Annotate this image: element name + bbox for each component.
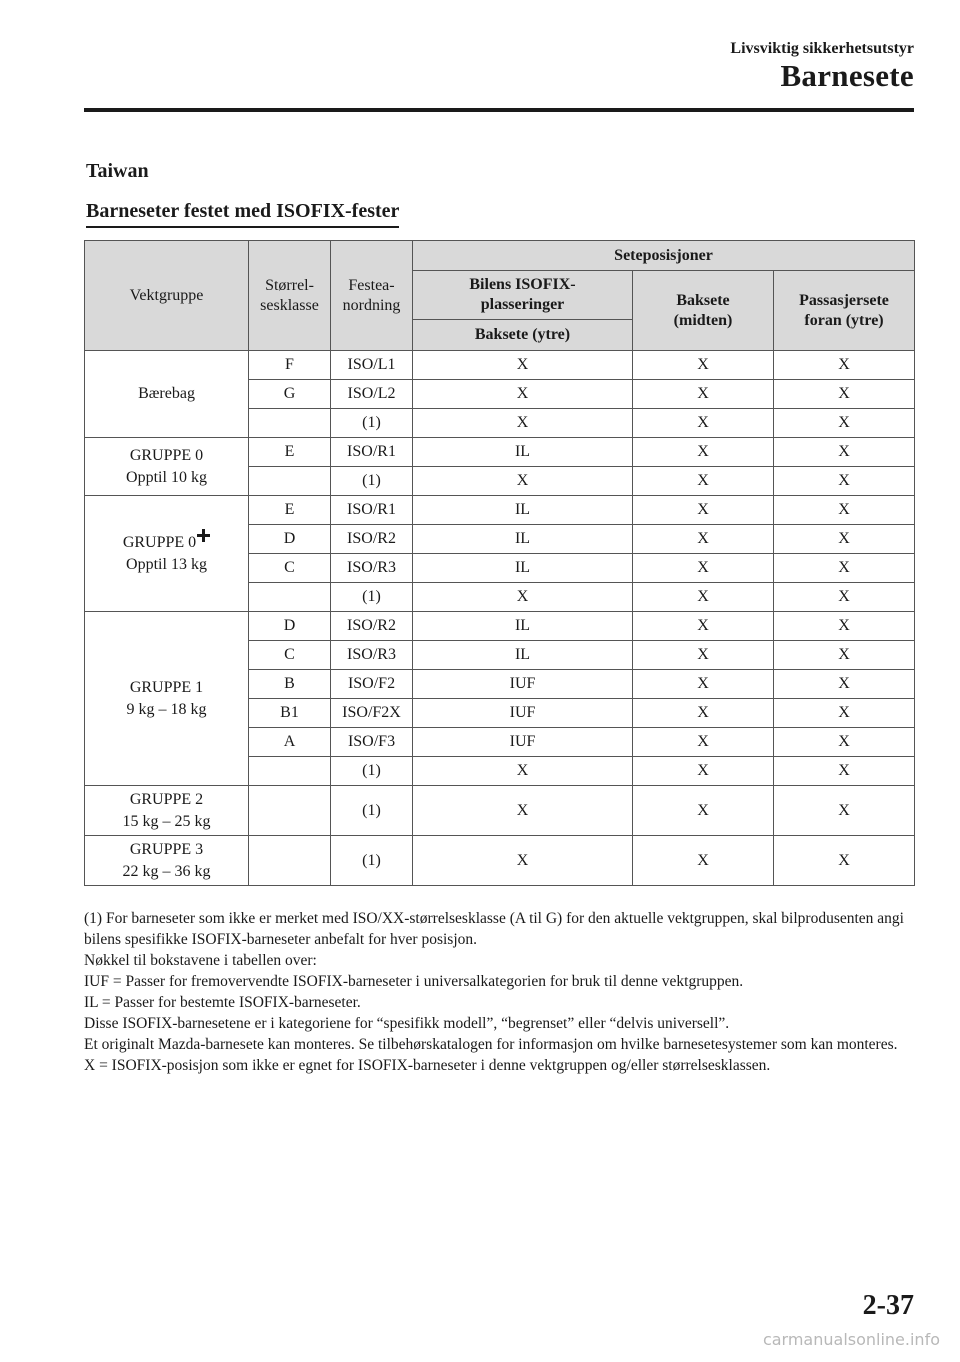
- table-cell: X: [774, 409, 915, 438]
- table-cell: X: [633, 583, 774, 612]
- footnote-line: Nøkkel til bokstavene i tabellen over:: [84, 952, 317, 969]
- table-cell: IL: [413, 612, 633, 641]
- table-cell: (1): [331, 786, 413, 836]
- col-rear-mid-header: Baksete (midten): [633, 271, 774, 351]
- table-cell: [249, 836, 331, 886]
- weight-group-label: GRUPPE 1: [129, 678, 204, 696]
- table-row: [85, 438, 915, 467]
- table-cell: B1: [249, 699, 331, 728]
- col-size-header: Størrel- sesklasse: [249, 241, 331, 351]
- table-cell: ISO/L1: [331, 351, 413, 380]
- table-cell: X: [774, 836, 915, 886]
- table-cell: X: [413, 583, 633, 612]
- weight-group-label: 9 kg – 18 kg: [126, 700, 207, 718]
- table-cell: X: [774, 351, 915, 380]
- weight-group-label: GRUPPE 0: [129, 446, 204, 464]
- col-passenger-header: Passasjersete foran (ytre): [774, 271, 915, 351]
- table-cell: ISO/R1: [331, 496, 413, 525]
- table-cell: X: [633, 757, 774, 786]
- table-cell: [249, 583, 331, 612]
- table-cell: X: [633, 380, 774, 409]
- table-cell: X: [774, 467, 915, 496]
- footnotes: [84, 908, 914, 1076]
- table-cell: IL: [413, 525, 633, 554]
- table-cell: IL: [413, 438, 633, 467]
- table-cell: X: [413, 409, 633, 438]
- table-cell: ISO/R3: [331, 641, 413, 670]
- footnote-line: X = ISOFIX-posisjon som ikke er egnet for ISOFIX-barneseter i denne vektgruppen og/eller størrelsesklassen.: [84, 1057, 771, 1074]
- weight-group-cell: [85, 438, 249, 496]
- table-cell: X: [774, 380, 915, 409]
- table-cell: X: [774, 699, 915, 728]
- table-cell: X: [413, 467, 633, 496]
- table-cell: C: [249, 641, 331, 670]
- table-cell: X: [774, 612, 915, 641]
- table-cell: ISO/R2: [331, 612, 413, 641]
- table-cell: IUF: [413, 670, 633, 699]
- table-header: [85, 241, 915, 351]
- table-cell: X: [774, 554, 915, 583]
- table-heading: Barneseter festet med ISOFIX-fester: [86, 200, 399, 228]
- table-cell: X: [633, 670, 774, 699]
- table-cell: ISO/F2: [331, 670, 413, 699]
- weight-group-label: Opptil 10 kg: [126, 468, 207, 486]
- table-cell: E: [249, 438, 331, 467]
- table-cell: [249, 467, 331, 496]
- table-cell: (1): [331, 757, 413, 786]
- isofix-table: [84, 240, 915, 886]
- footnote-line: IL = Passer for bestemte ISOFIX-barneseter.: [84, 994, 361, 1011]
- table-row: [85, 836, 915, 886]
- table-cell: X: [774, 757, 915, 786]
- col-weight-header: Vektgruppe: [85, 241, 249, 351]
- table-cell: D: [249, 525, 331, 554]
- table-cell: X: [413, 786, 633, 836]
- page-number: 2-37: [862, 1290, 914, 1321]
- table-cell: F: [249, 351, 331, 380]
- weight-group-label: 15 kg – 25 kg: [122, 812, 211, 830]
- footnote-line: IUF = Passer for fremovervendte ISOFIX-barneseter i universalkategorien for bruk til denne vektgruppen.: [84, 973, 744, 990]
- table-cell: X: [774, 438, 915, 467]
- table-cell: [249, 409, 331, 438]
- table-cell: X: [633, 525, 774, 554]
- section-title: Livsviktig sikkerhetsutstyr: [730, 40, 914, 57]
- table-cell: D: [249, 612, 331, 641]
- table-cell: X: [633, 836, 774, 886]
- footnote-line: Et originalt Mazda-barnesete kan monteres. Se tilbehørskatalogen for informasjon om hvilke barnesetesystemer som kan monteres.: [84, 1036, 898, 1053]
- table-cell: X: [633, 496, 774, 525]
- table-cell: ISO/R2: [331, 525, 413, 554]
- table-cell: X: [633, 612, 774, 641]
- table-cell: X: [633, 409, 774, 438]
- table-cell: ISO/F2X: [331, 699, 413, 728]
- table-cell: E: [249, 496, 331, 525]
- table-cell: (1): [331, 583, 413, 612]
- table-cell: A: [249, 728, 331, 757]
- table-cell: C: [249, 554, 331, 583]
- table-cell: X: [413, 351, 633, 380]
- weight-group-label: GRUPPE 3: [129, 840, 204, 858]
- table-cell: X: [774, 670, 915, 699]
- table-cell: IUF: [413, 699, 633, 728]
- table-cell: IL: [413, 641, 633, 670]
- table-cell: [249, 757, 331, 786]
- col-isofix-header: Bilens ISOFIX- plasseringer: [413, 271, 633, 320]
- weight-group-cell: [85, 496, 249, 612]
- table-cell: IUF: [413, 728, 633, 757]
- table-row: [85, 351, 915, 380]
- table-cell: X: [774, 786, 915, 836]
- table-cell: ISO/R3: [331, 554, 413, 583]
- table-cell: X: [774, 496, 915, 525]
- table-cell: X: [774, 728, 915, 757]
- region-heading: Taiwan: [86, 160, 149, 182]
- table-cell: X: [633, 467, 774, 496]
- table-cell: B: [249, 670, 331, 699]
- weight-group-label: Opptil 13 kg: [126, 555, 207, 573]
- table-cell: X: [774, 641, 915, 670]
- table-cell: X: [633, 641, 774, 670]
- table-cell: X: [413, 380, 633, 409]
- weight-group-label: Bærebag: [138, 385, 195, 402]
- table-cell: ISO/F3: [331, 728, 413, 757]
- table-row: [85, 496, 915, 525]
- table-cell: (1): [331, 836, 413, 886]
- table-cell: ISO/R1: [331, 438, 413, 467]
- table-cell: (1): [331, 409, 413, 438]
- table-cell: IL: [413, 554, 633, 583]
- chapter-title: Barnesete: [780, 58, 914, 93]
- col-rear-outer-header: Baksete (ytre): [413, 320, 633, 351]
- weight-group-label: GRUPPE 0: [122, 533, 197, 551]
- col-positions-header: Seteposisjoner: [413, 241, 915, 271]
- table-cell: X: [774, 583, 915, 612]
- weight-group-cell: [85, 836, 249, 886]
- weight-group-label: GRUPPE 2: [129, 790, 204, 808]
- table-cell: (1): [331, 467, 413, 496]
- footnote-line: Disse ISOFIX-barnesetene er i kategoriene for “spesifikk modell”, “begrenset” eller “delvis universell”.: [84, 1015, 730, 1032]
- col-fixture-header: Festea- nordning: [331, 241, 413, 351]
- table-cell: X: [413, 836, 633, 886]
- header-divider: [84, 108, 914, 112]
- watermark: carmanualsonline.info: [762, 1330, 940, 1349]
- weight-group-cell: [85, 351, 249, 438]
- table-cell: X: [633, 728, 774, 757]
- table-cell: X: [633, 554, 774, 583]
- table-row: [85, 786, 915, 836]
- table-body: [85, 351, 915, 886]
- table-row: [85, 612, 915, 641]
- weight-group-cell: [85, 612, 249, 786]
- table-cell: X: [633, 351, 774, 380]
- table-cell: G: [249, 380, 331, 409]
- table-cell: IL: [413, 496, 633, 525]
- weight-group-label: 22 kg – 36 kg: [122, 862, 211, 880]
- table-cell: X: [633, 699, 774, 728]
- weight-group-cell: [85, 786, 249, 836]
- table-cell: X: [633, 786, 774, 836]
- table-cell: [249, 786, 331, 836]
- footnote-line: (1) For barneseter som ikke er merket med ISO/XX-størrelsesklasse (A til G) for den aktuelle vektgruppen, skal bilprodusenten angi bilens spesifikke ISOFIX-barneseter anbefalt for hver posisjon.: [84, 910, 904, 948]
- table-cell: X: [413, 757, 633, 786]
- table-cell: X: [774, 525, 915, 554]
- plus-icon: [197, 529, 210, 542]
- table-cell: ISO/L2: [331, 380, 413, 409]
- table-cell: X: [633, 438, 774, 467]
